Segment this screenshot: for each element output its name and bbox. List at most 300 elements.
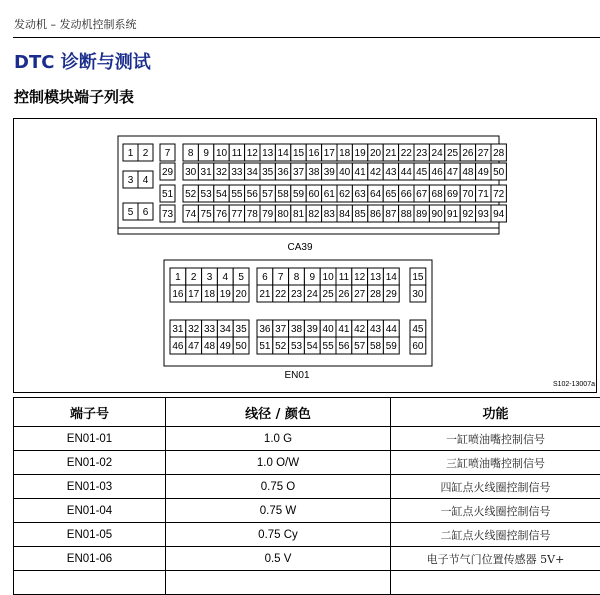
svg-text:59: 59 <box>386 341 398 352</box>
pin-90 <box>429 205 444 222</box>
pin-73 <box>160 205 175 222</box>
table-row <box>14 523 600 547</box>
svg-text:39: 39 <box>307 324 319 335</box>
wire-cell: 0.5 V <box>166 547 391 571</box>
svg-text:83: 83 <box>324 209 336 220</box>
pin-32 <box>214 163 229 180</box>
pin-36 <box>275 163 290 180</box>
function-cell: 四缸点火线圈控制信号 <box>391 475 600 499</box>
pin-17 <box>322 144 337 161</box>
pin-46 <box>170 337 186 354</box>
svg-text:39: 39 <box>324 167 336 178</box>
pin-34 <box>217 320 233 337</box>
pin-11 <box>229 144 244 161</box>
svg-text:16: 16 <box>308 148 320 159</box>
svg-text:77: 77 <box>231 209 243 220</box>
pin-29 <box>383 285 399 302</box>
svg-text:13: 13 <box>262 148 274 159</box>
pin-47 <box>445 163 460 180</box>
pin-59 <box>383 337 399 354</box>
wire-cell <box>166 571 391 595</box>
pin-87 <box>383 205 398 222</box>
svg-text:58: 58 <box>278 189 290 200</box>
terminal-cell: EN01-01 <box>14 427 166 451</box>
svg-text:53: 53 <box>201 189 213 200</box>
pin-84 <box>337 205 352 222</box>
pin-56 <box>336 337 352 354</box>
svg-text:11: 11 <box>232 148 243 159</box>
pin-41 <box>336 320 352 337</box>
figure-code: S102-13007a <box>553 381 595 388</box>
pin-58 <box>275 185 290 202</box>
pin-8 <box>183 144 198 161</box>
svg-text:30: 30 <box>185 167 197 178</box>
pin-15 <box>410 268 426 285</box>
function-cell: 电子节气门位置传感器 5V+ <box>391 547 600 571</box>
pin-75 <box>198 205 213 222</box>
svg-text:27: 27 <box>478 148 490 159</box>
pin-45 <box>410 320 426 337</box>
pin-66 <box>399 185 414 202</box>
pin-51 <box>257 337 273 354</box>
function-cell: 一缸点火线圈控制信号 <box>391 499 600 523</box>
svg-text:74: 74 <box>185 209 197 220</box>
svg-text:46: 46 <box>172 341 184 352</box>
pin-36 <box>257 320 273 337</box>
pin-31 <box>198 163 213 180</box>
pin-64 <box>368 185 383 202</box>
table-row <box>14 427 600 451</box>
svg-text:14: 14 <box>278 148 290 159</box>
pin-49 <box>217 337 233 354</box>
svg-text:76: 76 <box>216 209 228 220</box>
pin-70 <box>460 185 475 202</box>
pin-65 <box>383 185 398 202</box>
wire-cell: 0.75 O <box>166 475 391 499</box>
svg-text:66: 66 <box>401 189 413 200</box>
svg-text:44: 44 <box>401 167 413 178</box>
svg-text:24: 24 <box>307 289 319 300</box>
pin-83 <box>322 205 337 222</box>
svg-text:22: 22 <box>401 148 413 159</box>
pin-12 <box>245 144 260 161</box>
pin-50 <box>491 163 506 180</box>
svg-text:21: 21 <box>259 289 271 300</box>
svg-text:31: 31 <box>201 167 213 178</box>
pin-71 <box>476 185 491 202</box>
pin-37 <box>273 320 289 337</box>
svg-text:55: 55 <box>231 189 243 200</box>
svg-text:29: 29 <box>162 167 174 178</box>
svg-text:34: 34 <box>220 324 232 335</box>
svg-text:5: 5 <box>128 207 134 218</box>
terminal-cell: EN01-05 <box>14 523 166 547</box>
svg-text:18: 18 <box>339 148 351 159</box>
page-title: DTC 诊断与测试 <box>14 48 151 74</box>
pin-68 <box>429 185 444 202</box>
pin-21 <box>257 285 273 302</box>
svg-text:60: 60 <box>412 341 424 352</box>
pin-47 <box>186 337 202 354</box>
table-header-row <box>14 398 600 427</box>
pin-14 <box>383 268 399 285</box>
svg-text:13: 13 <box>370 272 382 283</box>
header-divider <box>13 37 600 38</box>
pin-51 <box>160 185 175 202</box>
pin-60 <box>410 337 426 354</box>
pin-58 <box>368 337 384 354</box>
pin-10 <box>320 268 336 285</box>
svg-text:87: 87 <box>385 209 397 220</box>
pin-26 <box>460 144 475 161</box>
pin-42 <box>368 163 383 180</box>
svg-text:1: 1 <box>175 272 181 283</box>
pin-74 <box>183 205 198 222</box>
pin-55 <box>320 337 336 354</box>
svg-text:68: 68 <box>432 189 444 200</box>
svg-text:1: 1 <box>128 148 134 159</box>
pin-27 <box>476 144 491 161</box>
svg-text:33: 33 <box>231 167 243 178</box>
pin-81 <box>291 205 306 222</box>
pin-5 <box>233 268 249 285</box>
svg-text:43: 43 <box>370 324 382 335</box>
svg-text:53: 53 <box>291 341 303 352</box>
svg-text:24: 24 <box>432 148 444 159</box>
svg-text:29: 29 <box>386 289 398 300</box>
pin-23 <box>414 144 429 161</box>
svg-text:7: 7 <box>165 148 171 159</box>
pin-11 <box>336 268 352 285</box>
svg-text:15: 15 <box>293 148 305 159</box>
svg-text:6: 6 <box>143 207 149 218</box>
pin-33 <box>229 163 244 180</box>
pin-53 <box>198 185 213 202</box>
pin-18 <box>202 285 218 302</box>
pin-2 <box>138 144 153 161</box>
pin-29 <box>160 163 175 180</box>
pin-19 <box>352 144 367 161</box>
svg-text:90: 90 <box>432 209 444 220</box>
svg-text:35: 35 <box>236 324 248 335</box>
pin-6 <box>257 268 273 285</box>
svg-text:52: 52 <box>275 341 287 352</box>
pin-38 <box>289 320 305 337</box>
pin-89 <box>414 205 429 222</box>
pin-14 <box>275 144 290 161</box>
pin-44 <box>383 320 399 337</box>
svg-text:67: 67 <box>416 189 428 200</box>
pin-22 <box>399 144 414 161</box>
svg-text:19: 19 <box>220 289 232 300</box>
pin-41 <box>352 163 367 180</box>
pin-39 <box>322 163 337 180</box>
pin-72 <box>491 185 506 202</box>
connector-pinout-svg <box>14 119 598 394</box>
column-header-function: 功能 <box>391 398 600 427</box>
svg-text:50: 50 <box>493 167 505 178</box>
svg-text:51: 51 <box>259 341 271 352</box>
svg-text:73: 73 <box>162 209 174 220</box>
pin-16 <box>306 144 321 161</box>
pin-20 <box>233 285 249 302</box>
svg-text:5: 5 <box>238 272 244 283</box>
svg-text:71: 71 <box>478 189 490 200</box>
pin-52 <box>273 337 289 354</box>
terminal-cell <box>14 571 166 595</box>
svg-text:18: 18 <box>204 289 216 300</box>
svg-text:44: 44 <box>386 324 398 335</box>
pin-94 <box>491 205 506 222</box>
wire-cell: 0.75 Cy <box>166 523 391 547</box>
function-cell: 二缸点火线圈控制信号 <box>391 523 600 547</box>
pin-6 <box>138 203 153 220</box>
svg-text:57: 57 <box>354 341 366 352</box>
pin-4 <box>217 268 233 285</box>
table-row <box>14 571 600 595</box>
pin-85 <box>352 205 367 222</box>
pin-22 <box>273 285 289 302</box>
pin-48 <box>460 163 475 180</box>
svg-text:9: 9 <box>310 272 316 283</box>
svg-text:55: 55 <box>323 341 335 352</box>
pin-69 <box>445 185 460 202</box>
svg-text:38: 38 <box>291 324 303 335</box>
terminal-cell: EN01-03 <box>14 475 166 499</box>
pin-28 <box>368 285 384 302</box>
svg-text:57: 57 <box>262 189 274 200</box>
svg-text:42: 42 <box>370 167 382 178</box>
svg-text:36: 36 <box>259 324 271 335</box>
pin-48 <box>202 337 218 354</box>
function-cell: 一缸喷油嘴控制信号 <box>391 427 600 451</box>
svg-text:34: 34 <box>247 167 259 178</box>
svg-text:61: 61 <box>324 189 336 200</box>
svg-text:12: 12 <box>354 272 366 283</box>
svg-text:49: 49 <box>478 167 490 178</box>
svg-text:16: 16 <box>172 289 184 300</box>
svg-text:38: 38 <box>308 167 320 178</box>
pin-26 <box>336 285 352 302</box>
pin-7 <box>160 144 175 161</box>
svg-text:30: 30 <box>412 289 424 300</box>
pin-24 <box>304 285 320 302</box>
svg-text:88: 88 <box>401 209 413 220</box>
svg-text:75: 75 <box>201 209 213 220</box>
svg-text:6: 6 <box>262 272 268 283</box>
terminal-cell: EN01-06 <box>14 547 166 571</box>
svg-text:35: 35 <box>262 167 274 178</box>
svg-text:25: 25 <box>447 148 459 159</box>
svg-text:79: 79 <box>262 209 274 220</box>
svg-text:2: 2 <box>143 148 149 159</box>
svg-text:70: 70 <box>462 189 474 200</box>
pin-45 <box>414 163 429 180</box>
pin-30 <box>183 163 198 180</box>
svg-text:89: 89 <box>416 209 428 220</box>
pin-38 <box>306 163 321 180</box>
pin-8 <box>289 268 305 285</box>
pin-78 <box>245 205 260 222</box>
svg-text:42: 42 <box>354 324 366 335</box>
pin-52 <box>183 185 198 202</box>
svg-text:12: 12 <box>247 148 259 159</box>
svg-text:32: 32 <box>216 167 228 178</box>
pin-91 <box>445 205 460 222</box>
svg-text:9: 9 <box>203 148 209 159</box>
pin-13 <box>368 268 384 285</box>
svg-text:94: 94 <box>493 209 505 220</box>
pin-1 <box>123 144 138 161</box>
pin-62 <box>337 185 352 202</box>
pin-20 <box>368 144 383 161</box>
svg-text:65: 65 <box>385 189 397 200</box>
column-header-wire: 线径 / 颜色 <box>166 398 391 427</box>
pin-60 <box>306 185 321 202</box>
svg-text:58: 58 <box>370 341 382 352</box>
svg-text:26: 26 <box>462 148 474 159</box>
svg-text:78: 78 <box>247 209 259 220</box>
pin-15 <box>291 144 306 161</box>
pin-50 <box>233 337 249 354</box>
pin-27 <box>352 285 368 302</box>
pin-32 <box>186 320 202 337</box>
svg-text:36: 36 <box>278 167 290 178</box>
svg-text:40: 40 <box>339 167 351 178</box>
pin-39 <box>304 320 320 337</box>
pin-17 <box>186 285 202 302</box>
svg-text:91: 91 <box>447 209 459 220</box>
pin-16 <box>170 285 186 302</box>
svg-text:62: 62 <box>339 189 351 200</box>
wire-cell: 0.75 W <box>166 499 391 523</box>
pin-57 <box>260 185 275 202</box>
pin-25 <box>445 144 460 161</box>
svg-text:54: 54 <box>307 341 319 352</box>
pin-40 <box>320 320 336 337</box>
wire-cell: 1.0 G <box>166 427 391 451</box>
pin-55 <box>229 185 244 202</box>
svg-text:60: 60 <box>308 189 320 200</box>
svg-text:40: 40 <box>323 324 335 335</box>
pin-12 <box>352 268 368 285</box>
svg-text:8: 8 <box>294 272 300 283</box>
svg-text:15: 15 <box>412 272 424 283</box>
svg-text:72: 72 <box>493 189 505 200</box>
svg-text:37: 37 <box>275 324 287 335</box>
pin-67 <box>414 185 429 202</box>
pin-88 <box>399 205 414 222</box>
pin-1 <box>170 268 186 285</box>
pin-46 <box>429 163 444 180</box>
svg-text:8: 8 <box>188 148 194 159</box>
svg-text:17: 17 <box>188 289 200 300</box>
function-cell <box>391 571 600 595</box>
svg-text:93: 93 <box>478 209 490 220</box>
pin-54 <box>214 185 229 202</box>
pin-44 <box>399 163 414 180</box>
svg-text:33: 33 <box>204 324 216 335</box>
pin-79 <box>260 205 275 222</box>
svg-text:4: 4 <box>143 175 149 186</box>
terminal-cell: EN01-04 <box>14 499 166 523</box>
svg-text:22: 22 <box>275 289 287 300</box>
svg-text:85: 85 <box>355 209 367 220</box>
pin-86 <box>368 205 383 222</box>
breadcrumb: 发动机 – 发动机控制系统 <box>14 16 137 32</box>
pin-93 <box>476 205 491 222</box>
svg-text:37: 37 <box>293 167 305 178</box>
pin-19 <box>217 285 233 302</box>
pin-76 <box>214 205 229 222</box>
pin-18 <box>337 144 352 161</box>
svg-text:84: 84 <box>339 209 351 220</box>
svg-text:64: 64 <box>370 189 382 200</box>
pin-9 <box>304 268 320 285</box>
svg-text:47: 47 <box>188 341 200 352</box>
pin-56 <box>245 185 260 202</box>
pin-33 <box>202 320 218 337</box>
svg-text:56: 56 <box>247 189 259 200</box>
svg-text:2: 2 <box>191 272 197 283</box>
pin-57 <box>352 337 368 354</box>
pin-24 <box>429 144 444 161</box>
section-title: 控制模块端子列表 <box>14 86 134 107</box>
pin-25 <box>320 285 336 302</box>
pin-3 <box>123 171 138 188</box>
pin-43 <box>368 320 384 337</box>
svg-text:7: 7 <box>278 272 284 283</box>
pin-80 <box>275 205 290 222</box>
svg-text:81: 81 <box>293 209 305 220</box>
pin-82 <box>306 205 321 222</box>
svg-text:21: 21 <box>385 148 397 159</box>
terminal-cell: EN01-02 <box>14 451 166 475</box>
pin-37 <box>291 163 306 180</box>
pin-43 <box>383 163 398 180</box>
svg-text:10: 10 <box>216 148 228 159</box>
connector-ca39-label: CA39 <box>287 242 312 253</box>
svg-text:10: 10 <box>323 272 335 283</box>
pin-61 <box>322 185 337 202</box>
svg-text:27: 27 <box>354 289 366 300</box>
svg-text:31: 31 <box>172 324 184 335</box>
svg-text:23: 23 <box>416 148 428 159</box>
pin-53 <box>289 337 305 354</box>
svg-text:46: 46 <box>432 167 444 178</box>
pin-40 <box>337 163 352 180</box>
pin-35 <box>260 163 275 180</box>
wire-cell: 1.0 O/W <box>166 451 391 475</box>
pin-2 <box>186 268 202 285</box>
pin-63 <box>352 185 367 202</box>
connector-diagram <box>13 118 597 393</box>
table-row <box>14 475 600 499</box>
svg-text:3: 3 <box>207 272 213 283</box>
pin-28 <box>491 144 506 161</box>
pin-34 <box>245 163 260 180</box>
column-header-terminal: 端子号 <box>14 398 166 427</box>
pin-4 <box>138 171 153 188</box>
svg-text:25: 25 <box>323 289 335 300</box>
svg-text:28: 28 <box>370 289 382 300</box>
svg-text:19: 19 <box>355 148 367 159</box>
svg-text:26: 26 <box>338 289 350 300</box>
svg-text:49: 49 <box>220 341 232 352</box>
svg-text:56: 56 <box>338 341 350 352</box>
pin-49 <box>476 163 491 180</box>
pin-5 <box>123 203 138 220</box>
